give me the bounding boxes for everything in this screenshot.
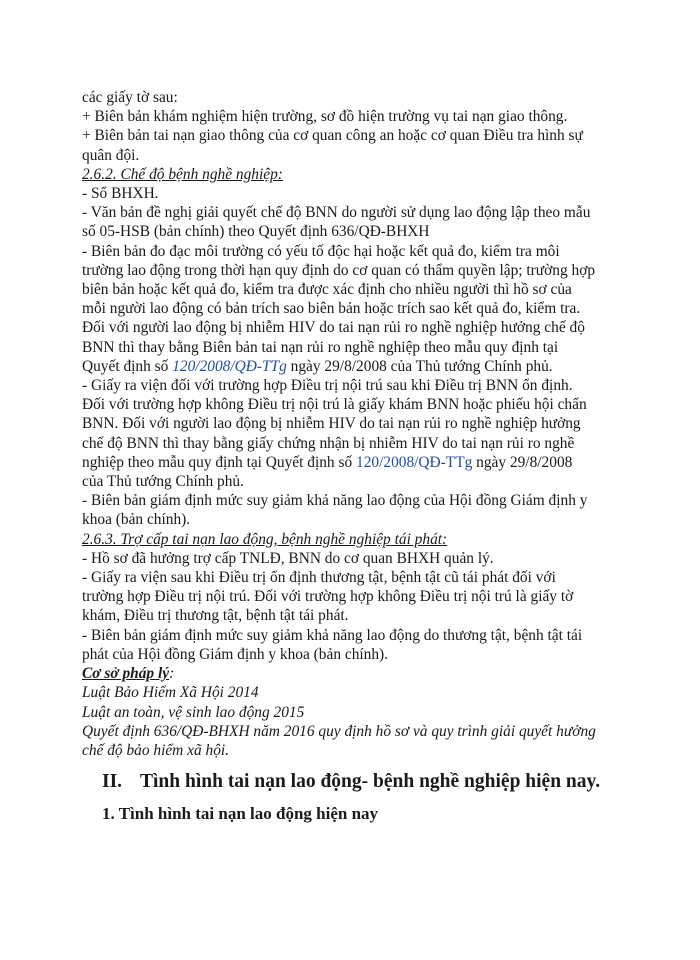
intro-line: các giấy tờ sau: [82,89,178,106]
section-263-line: - Giấy ra viện sau khi Điều trị ổn định thương tật, bệnh tật cũ tái phát đối với [82,569,556,587]
section-262-line: chế độ BNN thì thay bằng giấy chứng nhận bị nhiễm HIV do tai nạn rủi ro nghề [82,434,575,452]
legal-basis-heading [82,664,642,683]
document-page [82,88,642,826]
section-263-line: khám, Điều trị thương tật, bệnh tật tái phát. [82,607,349,625]
section-263-line: trường hợp Điều trị nội trú. Đối với trường hợp không Điều trị nội trú là giấy tờ [82,588,574,606]
section-263-line: - Hồ sơ đã hưởng trợ cấp TNLĐ, BNN do cơ quan BHXH quản lý. [82,549,494,567]
section-263-heading: 2.6.3. Trợ cấp tai nạn lao động, bệnh nghề nghiệp tái phát: [82,530,448,548]
section-262-line: - Biên bản đo đạc môi trường có yếu tố độc hại hoặc kết quả đo, kiểm tra môi [82,242,560,260]
decision-120-link[interactable]: 120/2008/QĐ-TTg [172,357,287,375]
heading-II-number: II. [102,771,123,793]
section-262-line: - Biên bản giám định mức suy giảm khả năng lao động của Hội đồng Giám định y [82,492,588,510]
legal-basis-colon: : [169,665,175,683]
section-262-line: khoa (bản chính). [82,511,191,529]
traffic-bullet-2-cont: quân đội. [82,146,140,164]
legal-basis-item: chế độ bảo hiểm xã hội. [82,741,230,759]
traffic-bullet-1: + Biên bản khám nghiệm hiện trường, sơ đồ hiện trường vụ tai nạn giao thông. [82,108,568,126]
text-span: nghiệp theo mẫu quy định tại Quyết định số [82,453,357,471]
section-263-line: phát của Hội đồng Giám định y khoa (bản chính). [82,645,389,663]
heading-subsection-1: 1. Tình hình tai nạn lao động hiện nay [102,804,379,824]
section-262-line: của Thủ tướng Chính phủ. [82,473,244,491]
decision-120-link[interactable]: 120/2008/QĐ-TTg [356,453,473,471]
section-262-line [82,453,642,472]
section-262-line: biên bản hoặc kết quả đo, kiểm tra được xác định cho nhiều người thì hồ sơ của [82,281,572,299]
section-262-line: số 05-HSB (bản chính) theo Quyết định 636/QĐ-BHXH [82,223,430,241]
section-262-line: trường lao động trong thời hạn quy định do cơ quan có thẩm quyền lập; trường hợp [82,261,596,279]
heading-section-II [102,768,642,796]
text-span: ngày 29/8/2008 [472,453,573,471]
legal-basis-item: Quyết định 636/QĐ-BHXH năm 2016 quy định hồ sơ và quy trình giải quyết hưởng [82,722,596,740]
legal-basis-item: Luật an toàn, vệ sinh lao động 2015 [82,703,305,721]
section-263-line: - Biên bản giám định mức suy giảm khả năng lao động do thương tật, bệnh tật tái [82,626,583,644]
section-262-line: - Văn bản đề nghị giải quyết chế độ BNN do người sử dụng lao động lập theo mẫu [82,204,591,222]
section-262-line: BNN thì thay bằng Biên bản tai nạn rủi ro nghề nghiệp theo mẫu quy định tại [82,338,559,356]
section-262-heading: 2.6.2. Chế độ bệnh nghề nghiệp: [82,165,283,183]
section-262-line: - Giấy ra viện đối với trường hợp Điều trị nội trú sau khi Điều trị BNN ổn định. [82,377,573,395]
legal-basis-item: Luật Bảo Hiểm Xã Hội 2014 [82,684,259,702]
text-span: Quyết định số [82,357,173,375]
legal-basis-title: Cơ sở pháp lý [82,665,170,683]
traffic-bullet-2: + Biên bản tai nạn giao thông của cơ quan công an hoặc cơ quan Điều tra hình sự [82,127,583,145]
section-262-line: Đối với người lao động bị nhiễm HIV do tai nạn rủi ro nghề nghiệp hưởng chế độ [82,319,585,337]
section-262-line: - Sổ BHXH. [82,185,159,203]
text-span: ngày 29/8/2008 của Thủ tướng Chính phủ. [286,357,553,375]
section-262-line: Đối với trường hợp không Điều trị nội trú là giấy khám BNN hoặc phiếu hội chẩn [82,396,587,414]
heading-II-text: Tình hình tai nạn lao động- bệnh nghề nghiệp hiện nay. [140,771,601,793]
section-262-line: mỗi người lao động có bản trích sao biên bản hoặc trích sao kết quả đo, kiểm tra. [82,300,581,318]
section-262-line: BNN. Đối với người lao động bị nhiễm HIV do tai nạn rủi ro nghề nghiệp hưởng [82,415,581,433]
section-262-line [82,357,642,376]
